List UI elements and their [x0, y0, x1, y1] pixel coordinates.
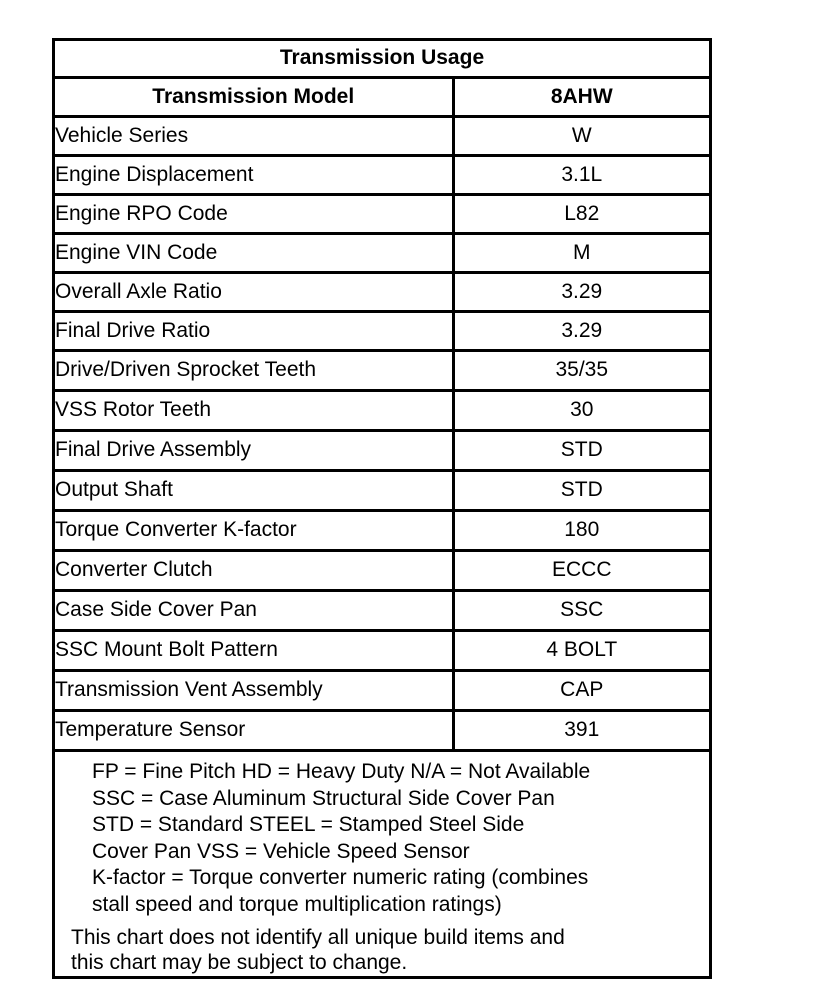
row-value: 3.1L — [453, 155, 709, 194]
legend-line: K-factor = Torque converter numeric rating (combines — [92, 866, 589, 889]
row-value: W — [453, 116, 709, 155]
row-value: 180 — [453, 510, 709, 550]
table-row — [55, 390, 709, 430]
table-row — [55, 670, 709, 710]
table-row — [55, 155, 709, 194]
disclaimer-line: this chart may be subject to change. — [71, 951, 408, 974]
row-value: STD — [453, 430, 709, 470]
row-value: 391 — [453, 710, 709, 750]
disclaimer — [55, 918, 709, 975]
row-label: Engine VIN Code — [55, 233, 453, 272]
table-row — [55, 630, 709, 670]
row-label: Output Shaft — [55, 470, 453, 510]
row-label: Overall Axle Ratio — [55, 272, 453, 311]
chart-notes — [55, 751, 709, 975]
transmission-usage-table — [55, 41, 709, 752]
row-label: Final Drive Ratio — [55, 311, 453, 350]
legend-line: SSC = Case Aluminum Structural Side Cover Pan — [92, 786, 555, 810]
abbreviation-legend — [55, 751, 709, 918]
table-row — [55, 590, 709, 630]
row-label: Torque Converter K-factor — [55, 510, 453, 550]
table-row — [55, 233, 709, 272]
table-row — [55, 470, 709, 510]
row-label: Drive/Driven Sprocket Teeth — [55, 350, 453, 390]
row-value: 4 BOLT — [453, 630, 709, 670]
table-row — [55, 430, 709, 470]
table-title: Transmission Usage — [55, 41, 709, 77]
table-row — [55, 272, 709, 311]
table-header-row — [55, 77, 709, 116]
row-label: SSC Mount Bolt Pattern — [55, 630, 453, 670]
row-value: CAP — [453, 670, 709, 710]
header-value: 8AHW — [453, 77, 709, 116]
table-row — [55, 116, 709, 155]
legend-line: FP = Fine Pitch HD = Heavy Duty N/A = Not Available — [92, 760, 591, 783]
header-label: Transmission Model — [55, 77, 453, 116]
row-value: SSC — [453, 590, 709, 630]
table-row — [55, 350, 709, 390]
table-row — [55, 510, 709, 550]
row-value: ECCC — [453, 550, 709, 590]
legend-line: STD = Standard STEEL = Stamped Steel Side — [92, 813, 525, 836]
table-row — [55, 550, 709, 590]
row-label: Converter Clutch — [55, 550, 453, 590]
row-label: VSS Rotor Teeth — [55, 390, 453, 430]
legend-line: Cover Pan VSS = Vehicle Speed Sensor — [92, 839, 470, 863]
table-row — [55, 194, 709, 233]
row-value: 30 — [453, 390, 709, 430]
table-row — [55, 710, 709, 750]
usage-chart-frame — [52, 38, 712, 979]
table-row — [55, 311, 709, 350]
row-value: 35/35 — [453, 350, 709, 390]
row-label: Case Side Cover Pan — [55, 590, 453, 630]
row-label: Final Drive Assembly — [55, 430, 453, 470]
row-value: 3.29 — [453, 272, 709, 311]
row-value: 3.29 — [453, 311, 709, 350]
disclaimer-line: This chart does not identify all unique build items and — [71, 926, 565, 949]
row-label: Vehicle Series — [55, 116, 453, 155]
row-value: M — [453, 233, 709, 272]
row-label: Engine RPO Code — [55, 194, 453, 233]
legend-line: stall speed and torque multiplication ratings) — [92, 892, 502, 916]
row-value: L82 — [453, 194, 709, 233]
row-label: Temperature Sensor — [55, 710, 453, 750]
row-label: Engine Displacement — [55, 155, 453, 194]
row-label: Transmission Vent Assembly — [55, 670, 453, 710]
row-value: STD — [453, 470, 709, 510]
table-title-row — [55, 41, 709, 77]
